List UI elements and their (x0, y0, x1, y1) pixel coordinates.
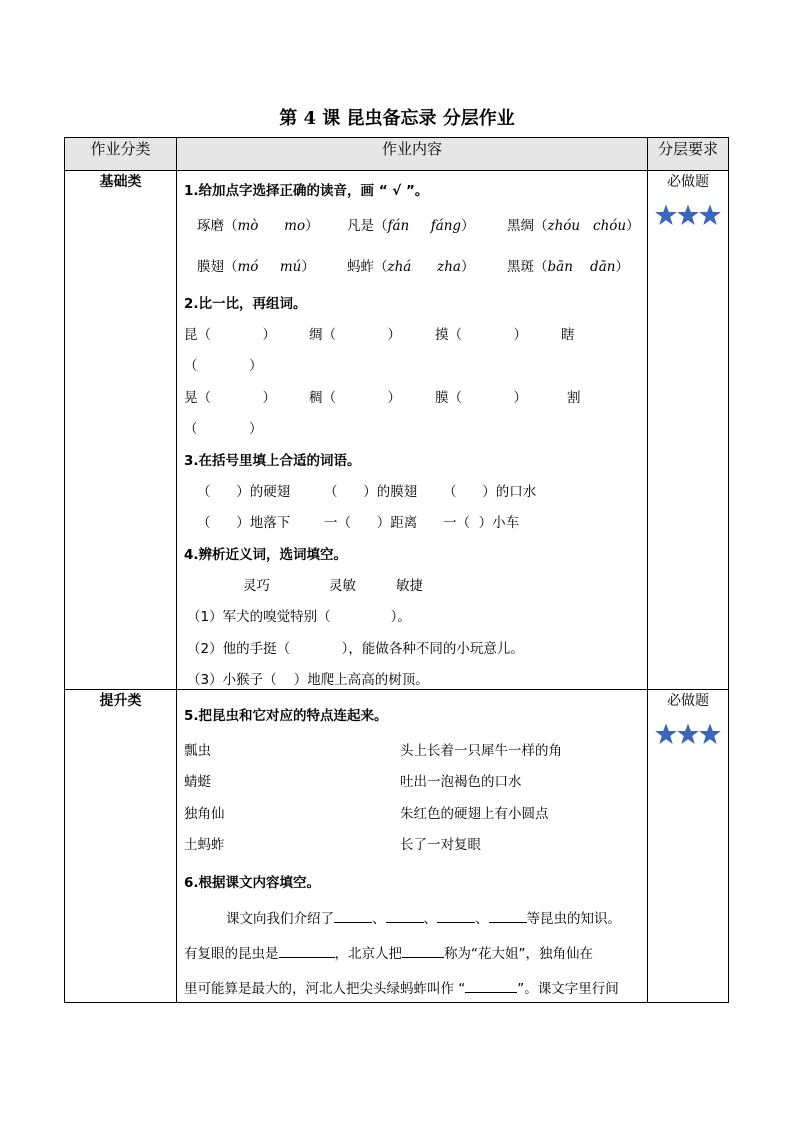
category-advanced-label: 提升类 (99, 693, 142, 709)
fill-blank (437, 909, 475, 923)
q2-item-mo: 摸（ ） (435, 327, 527, 343)
q1-item-mochi: 膜翅（mó mú） (197, 259, 315, 275)
q4-word-1: 灵巧 (243, 578, 270, 594)
q5-insect-1: 瓢虫 (184, 743, 211, 759)
category-basic-label: 基础类 (99, 174, 142, 190)
q5-insect-3: 独角仙 (184, 806, 225, 822)
q2-item-mo2: 膜（ ） (435, 390, 527, 406)
q2-title: 2.比一比，再组词。 (184, 296, 307, 312)
header-category: 作业分类 (65, 138, 177, 171)
requirement-basic (648, 171, 729, 690)
q1-item-mazha: 蚂蚱（zhá zha） (347, 259, 475, 275)
pinyin-options: bān dān (547, 259, 616, 275)
required-label: 必做题 (667, 174, 709, 190)
requirement-advanced (648, 690, 729, 1003)
q4-word-2: 灵敏 (329, 578, 356, 594)
q2-item-xia: 瞎 (561, 327, 575, 343)
q2-item-kun: 昆（ ） (184, 327, 276, 343)
q1-item-zhuomo: 琢磨（mò mo） (197, 218, 319, 234)
fill-blank (279, 944, 335, 958)
q2-item-huang: 晃（ ） (184, 390, 276, 406)
q1-item-fanshi: 凡是（fán fáng） (347, 218, 475, 234)
q6-line-1: 课文向我们介绍了 、 、 、 等昆虫的知识。 (226, 911, 621, 927)
q5-feature-1: 头上长着一只犀牛一样的角 (400, 743, 562, 759)
q1-item-heichou: 黑绸（zhóu chóu） (507, 218, 640, 234)
star-icon (698, 722, 722, 746)
q4-sentence-1: （1）军犬的嗅觉特别（ ）。 (187, 609, 411, 625)
fill-blank (402, 944, 444, 958)
q5-feature-2: 吐出一泡褐色的口水 (400, 774, 522, 790)
header-row (65, 138, 729, 171)
q3-item-3: （ ）的口水 (443, 484, 537, 500)
page-title: 第 4 课 昆虫备忘录 分层作业 (279, 108, 515, 129)
q1-title: 1.给加点字选择正确的读音，画 “ √ ”。 (184, 183, 429, 199)
category-basic (65, 171, 177, 690)
q5-feature-3: 朱红色的硬翅上有小圆点 (400, 806, 549, 822)
star-icon (654, 203, 678, 227)
star-icon (676, 203, 700, 227)
q5-insect-2: 蜻蜓 (184, 774, 211, 790)
pinyin-options: zhá zha (387, 259, 461, 275)
q2-item-ge-blank: （ ） (184, 421, 263, 437)
category-advanced (65, 690, 177, 1003)
fill-blank (334, 909, 372, 923)
q2-item-ge: 割 (567, 390, 581, 406)
header-content: 作业内容 (177, 138, 648, 171)
q6-title: 6.根据课文内容填空。 (184, 875, 321, 891)
q3-item-6: 一（ ）小车 (443, 515, 520, 531)
fill-blank (386, 909, 424, 923)
star-rating (648, 722, 728, 750)
q4-sentence-3: （3）小猴子（ ）地爬上高高的树顶。 (187, 672, 429, 688)
pinyin-options: zhóu chóu (547, 218, 627, 234)
star-icon (654, 722, 678, 746)
q3-item-5: 一（ ）距离 (324, 515, 418, 531)
q2-item-chou2: 稠（ ） (309, 390, 401, 406)
q6-line-2: 有复眼的昆虫是 ，北京人把 称为“花大姐”，独角仙在 (184, 946, 593, 962)
basic-content (177, 171, 647, 689)
fill-blank (465, 979, 517, 993)
q5-feature-4: 长了一对复眼 (400, 837, 481, 853)
q5-insect-4: 土蚂蚱 (184, 837, 225, 853)
q4-title: 4.辨析近义词，选词填空。 (184, 547, 348, 563)
advanced-row (65, 690, 729, 1003)
q5-title: 5.把昆虫和它对应的特点连起来。 (184, 708, 388, 724)
q4-sentence-2: （2）他的手挺（ ），能做各种不同的小玩意儿。 (187, 641, 524, 657)
q1-item-heiban: 黑斑（bān dān） (507, 259, 629, 275)
homework-table (64, 137, 729, 1003)
pinyin-options: fán fáng (387, 218, 462, 234)
q3-item-1: （ ）的硬翅 (197, 484, 291, 500)
fill-blank (489, 909, 527, 923)
basic-row (65, 171, 729, 690)
advanced-content-cell (177, 690, 648, 1003)
q3-item-2: （ ）的膜翅 (324, 484, 418, 500)
required-label: 必做题 (667, 693, 709, 709)
star-icon (698, 203, 722, 227)
advanced-content (177, 690, 647, 1002)
q2-item-xia-blank: （ ） (184, 358, 263, 374)
q3-item-4: （ ）地落下 (197, 515, 291, 531)
q4-word-3: 敏捷 (396, 578, 423, 594)
q2-item-chou: 绸（ ） (309, 327, 401, 343)
header-requirement: 分层要求 (648, 138, 729, 171)
star-icon (676, 722, 700, 746)
pinyin-options: mò mo (237, 218, 306, 234)
pinyin-options: mó mú (237, 259, 302, 275)
q3-title: 3.在括号里填上合适的词语。 (184, 453, 361, 469)
basic-content-cell (177, 171, 648, 690)
q6-line-3: 里可能算是最大的，河北人把尖头绿蚂蚱叫作 “ ”。课文字里行间 (184, 981, 619, 997)
star-rating (648, 203, 728, 231)
